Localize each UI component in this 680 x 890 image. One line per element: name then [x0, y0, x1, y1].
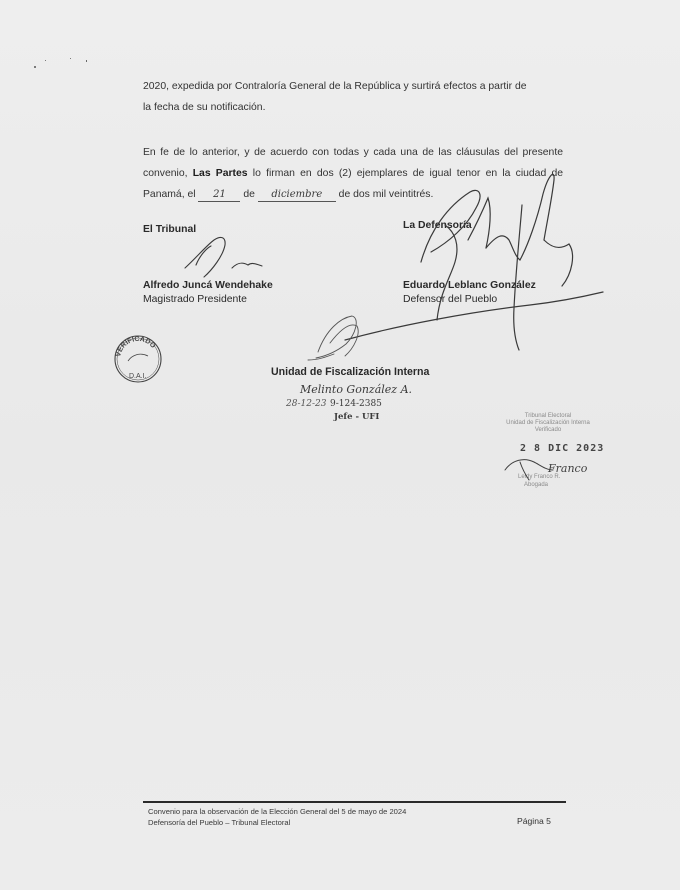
- paragraph-text: lo firman en dos (2) ejemplares de igual tenor en la ciudad de Panamá, el: [143, 168, 563, 200]
- paragraph-line: 2020, expedida por Contraloría General de la República y surtirá efectos a partir de: [143, 81, 527, 92]
- footer-rule: [143, 801, 566, 803]
- paragraph-text: de: [240, 189, 258, 200]
- footer-line-1: Convenio para la observación de la Elección General del 5 de mayo de 2024: [148, 807, 407, 816]
- paragraph-text: En fe de lo anterior, y de acuerdo con todas y cada una de las cláusulas del presente convenio,: [143, 147, 563, 179]
- right-signatory-title: Defensor del Pueblo: [403, 294, 498, 305]
- te-stamp-name: Leidy Franco R.: [518, 474, 561, 480]
- handwritten-day: 21: [198, 189, 240, 202]
- ufi-title: Unidad de Fiscalización Interna: [271, 366, 430, 378]
- seal-bottom-text: D.A.I.: [129, 373, 147, 380]
- left-signature: [185, 237, 262, 277]
- signing-paragraph: [143, 142, 563, 205]
- paragraph-text: de dos mil veintitrés.: [335, 189, 434, 200]
- te-stamp-line: Tribunal Electoral: [524, 413, 572, 419]
- scan-speck: [70, 58, 71, 59]
- ufi-stamp-date: 28-12-23: [286, 399, 327, 409]
- page-number: Página 5: [517, 816, 551, 826]
- closing-paragraph: [143, 76, 563, 118]
- footer-line-2: Defensoría del Pueblo – Tribunal Electoral: [148, 818, 291, 827]
- te-stamp-date: 2 8 DIC 2023: [520, 443, 605, 454]
- te-stamp-signature: Franco: [548, 462, 588, 475]
- ufi-stamp-role: Jefe - UFI: [334, 412, 380, 422]
- ufi-stamp-name: Melinto González A.: [300, 383, 413, 396]
- scan-speck: [45, 60, 46, 61]
- parties-term: Las Partes: [192, 168, 248, 179]
- right-party-label: La Defensoría: [403, 220, 472, 231]
- left-signatory-name: Alfredo Juncá Wendehake: [143, 280, 273, 291]
- te-stamp-role: Abogada: [524, 482, 549, 488]
- seal-top-text: VERIFICADO: [115, 335, 157, 358]
- scan-speck: [34, 66, 36, 68]
- left-party-label: El Tribunal: [143, 224, 197, 235]
- left-signatory-title: Magistrado Presidente: [143, 294, 247, 305]
- verificado-seal: [115, 336, 161, 382]
- ufi-stamp-id: 9-124-2385: [330, 399, 382, 409]
- ufi-signature: [308, 316, 358, 360]
- right-signatory-name: Eduardo Leblanc González: [403, 280, 536, 291]
- scan-speck: [86, 60, 87, 62]
- te-stamp-line: Unidad de Fiscalización Interna: [506, 420, 590, 426]
- paragraph-line: la fecha de su notificación.: [143, 102, 266, 113]
- te-stamp-line: Verificado: [534, 427, 562, 433]
- handwritten-month: diciembre: [258, 189, 336, 202]
